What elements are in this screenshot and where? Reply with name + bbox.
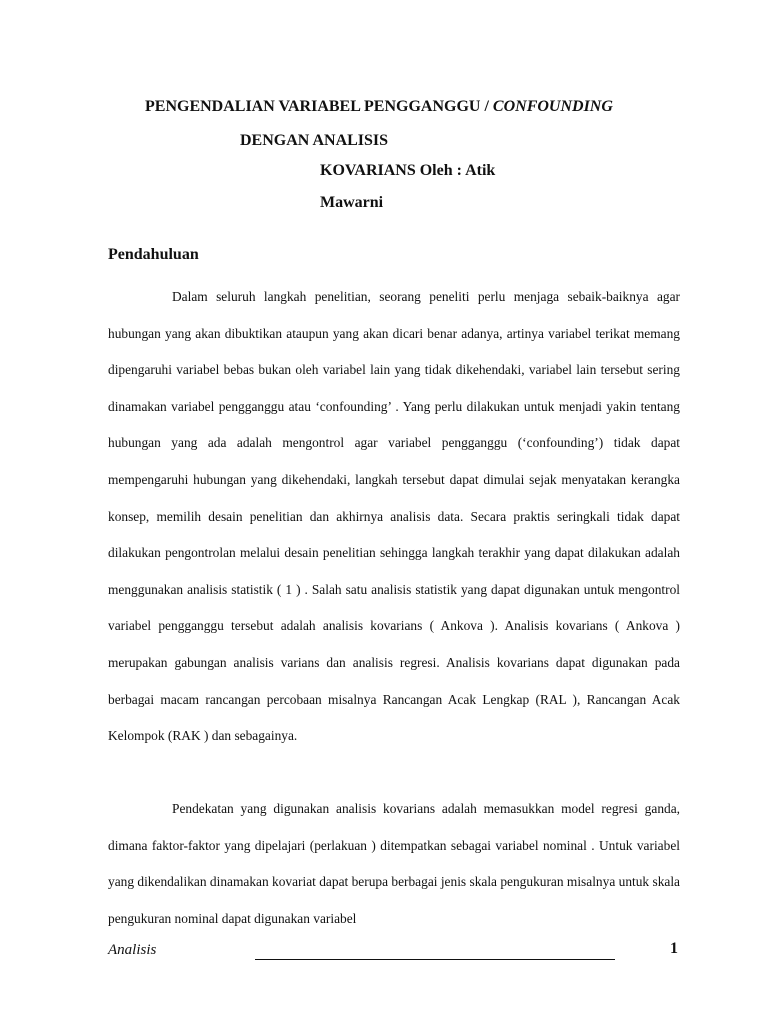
section-heading: Pendahuluan xyxy=(108,246,199,263)
body-paragraph-1 xyxy=(108,279,680,755)
paragraph-text: Dalam seluruh langkah penelitian, seorang peneliti perlu menjaga sebaik-baiknya agar hubungan yang akan dibuktikan ataupun yang akan dicari benar adanya, artinya variabel terikat memang dipengaruhi variabel bebas bukan oleh variabel lain yang tidak dikehendaki, variabel lain tersebut sering dinamakan variabel pengganggu atau ‘confounding’ . Yang perlu dilakukan untuk menjadi yakin tentang hubungan yang ada adalah mengontrol agar variabel pengganggu (‘confounding’) tidak dapat mempengaruhi hubungan yang dikehendaki, langkah tersebut dapat dimulai sejak menyatakan kerangka konsep, memilih desain penelitian dan akhirnya analisis data. Secara praktis seringkali tidak dapat dilakukan pengontrolan melalui desain penelitian sehingga langkah terakhir yang dapat dilakukan adalah menggunakan analisis statistik ( 1 ) . Salah satu analisis statistik yang dapat digunakan untuk mengontrol variabel pengganggu tersebut adalah analisis kovarians ( Ankova ). Analisis kovarians ( Ankova ) merupakan gabungan analisis varians dan analisis regresi. Analisis kovarians dapat digunakan pada berbagai macam rancangan percobaan misalnya Rancangan Acak Lengkap (RAL ), Rancangan Acak Kelompok (RAK ) dan sebagainya. xyxy=(108,289,680,744)
title-main-text: PENGENDALIAN VARIABEL PENGGANGGU / xyxy=(145,98,493,115)
document-title-line-4: Mawarni xyxy=(320,194,384,211)
body-paragraph-2 xyxy=(108,791,680,937)
title-italic-text: CONFOUNDING xyxy=(492,98,613,115)
document-title-line-2: DENGAN ANALISIS xyxy=(240,132,389,149)
paragraph-text: Pendekatan yang digunakan analisis kovarians adalah memasukkan model regresi ganda, dimana faktor-faktor yang dipelajari (perlakuan ) ditempatkan sebagai variabel nominal . Untuk variabel yang dikendalikan dinamakan kovariat dapat berupa berbagai jenis skala pengukuran misalnya untuk skala pengukuran nominal dapat digunakan variabel xyxy=(108,801,680,926)
document-title-line-3: KOVARIANS Oleh : Atik xyxy=(320,162,496,179)
footer-label: Analisis xyxy=(108,942,157,958)
page-footer xyxy=(108,938,680,968)
page-number: 1 xyxy=(670,940,678,957)
footer-rule xyxy=(255,959,615,960)
document-title-line-1 xyxy=(145,98,613,116)
